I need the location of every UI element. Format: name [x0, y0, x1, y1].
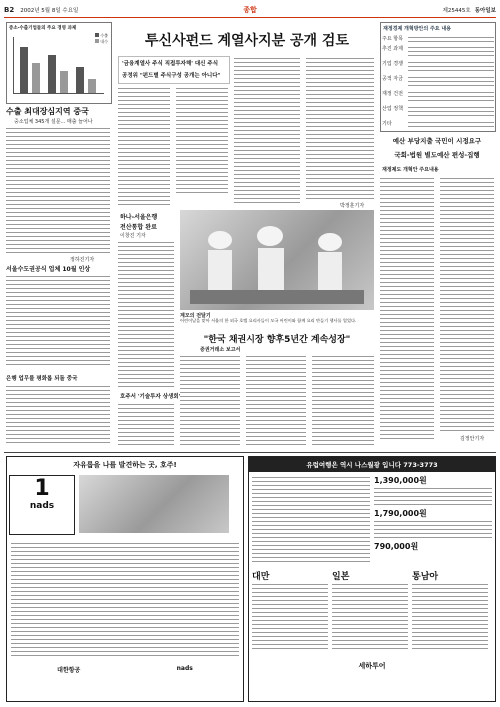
ad-price: 790,000원 — [374, 542, 419, 551]
ad-region — [332, 569, 408, 652]
quote-col-3 — [312, 354, 374, 446]
left-ad-listings — [11, 541, 239, 659]
main-col-2 — [176, 86, 228, 194]
header-rule — [4, 17, 496, 18]
left-ad-footer — [7, 663, 243, 676]
right-ad-banner: 유럽여행은 역시 나스월광 입니다 773-3773 — [249, 457, 495, 472]
chart-title: 증소·수출기업들의 주요 경영 과제 — [9, 26, 77, 31]
left-mid-headline: 서울수도권공식 업체 10월 인상 — [6, 266, 91, 273]
legend-item: 수출 — [100, 33, 108, 38]
table-row-label: 기타 — [382, 121, 392, 127]
right-col-2 — [440, 176, 494, 432]
page-header — [4, 4, 496, 16]
quote-col-2 — [246, 354, 306, 446]
right-table-title: 재정경제 개혁방안의 주요 내용 — [383, 26, 452, 32]
ad-region-name: 대만 — [252, 572, 270, 582]
left-ad — [6, 456, 244, 702]
ad-region-name: 통남아 — [412, 572, 439, 582]
main-col-3 — [234, 56, 300, 206]
main-headline: 투신사펀드 계열사지분 공개 검토 — [145, 33, 349, 49]
chart-bar — [88, 79, 96, 93]
legend-item: 내수 — [100, 39, 108, 44]
left-headline: 수출 최대장심지역 중국 — [6, 107, 89, 116]
quote-col-1 — [180, 354, 240, 446]
mini1-headline: 하나-서울은행 — [120, 214, 158, 221]
left-subhead: 중소업체 345개 설문... 매출 늘어나 — [14, 119, 93, 125]
left-ad-image — [79, 475, 229, 533]
right-col-1 — [380, 176, 434, 442]
left-chart-box — [6, 22, 112, 104]
chart-bar — [32, 63, 40, 93]
right-headline-2: 국회-법원 별도예산 편성-집행 — [394, 151, 480, 159]
table-row-label: 기업 경쟁 — [382, 61, 403, 67]
main-subtitle-box — [118, 56, 230, 84]
left-mid-body — [6, 274, 110, 368]
page-date: 2002년 5월 8일 수요일 — [20, 8, 79, 14]
table-row-label: 산업 정책 — [382, 106, 403, 112]
right-ad-brand: 세하투어 — [358, 662, 386, 670]
mini1-byline: 이창진 기자 — [120, 233, 146, 239]
chart-bar — [60, 71, 68, 93]
mini1-subhead: 전산통합 완료 — [120, 224, 157, 231]
main-col-1 — [118, 86, 170, 206]
left-ad-brand: nads — [29, 501, 55, 511]
ad-price: 1,390,000원 — [374, 476, 427, 485]
table-row-label: 재정 건전 — [382, 91, 403, 97]
ad-region-name: 일본 — [332, 572, 350, 582]
right-table-box — [380, 22, 496, 132]
chart-bar — [76, 67, 84, 93]
left-ad-brand-footer: nads — [176, 665, 193, 672]
left-ad-airline: 대한항공 — [57, 667, 81, 674]
left-low-body — [6, 384, 110, 446]
left-article-body — [6, 126, 110, 254]
photo-caption: 어린이날을 맞아 서울의 한 외국 호텔 요리사들이 모국 어린이와 함께 요리 만들기 행사를 열었다. — [180, 318, 357, 323]
photo-caption-title: 계모의 전달기 — [180, 313, 211, 319]
left-byline: 정하진기자 — [70, 257, 95, 263]
right-subhead: 재정제도 개혁안 주요내용 — [382, 167, 439, 173]
quote-byline: 증권거래소 보고서 — [200, 347, 241, 353]
right-headline-1: 예산 부당지출 국민이 시정요구 — [392, 137, 482, 145]
right-ad — [248, 456, 496, 702]
page-number: B2 — [4, 6, 15, 14]
chart-legend — [95, 33, 108, 45]
mini2-body — [118, 402, 174, 446]
main-byline: 박정훈기자 — [340, 203, 365, 209]
chart-bar — [48, 55, 56, 93]
main-col-4 — [306, 56, 374, 200]
ad-region — [412, 569, 488, 652]
left-ad-number: 1 — [34, 476, 50, 501]
right-byline: 김정안기자 — [460, 436, 485, 442]
right-ad-block-1 — [252, 475, 370, 563]
right-table — [381, 34, 495, 131]
mini1-body — [118, 240, 174, 388]
left-low-headline: 은행 업무를 평화롭 되돌 중국 — [6, 376, 78, 382]
table-row-label: 공적 자금 — [382, 76, 403, 82]
issue-number: 제25445호 — [442, 8, 471, 14]
ad-divider — [4, 452, 496, 453]
section-title: 종합 — [243, 6, 257, 14]
chart-bar — [20, 47, 28, 93]
bar-chart — [13, 37, 104, 94]
news-photo — [180, 210, 374, 310]
table-row-label: 추진 과제 — [382, 46, 403, 52]
mini2-headline: 호주서 '기술투자 상생회' — [120, 394, 181, 400]
right-ad-prices — [374, 475, 492, 563]
paper-name: 동아일보 — [474, 8, 496, 14]
table-row-label: 주요 항목 — [382, 36, 403, 42]
main-subtitle-2: 공정위 "펀드별 주식구성 공개는 아니다" — [122, 73, 221, 80]
ad-region — [252, 569, 328, 652]
left-ad-tagline: 자유롭을 나를 발견하는 곳, 호주! — [73, 461, 177, 469]
main-subtitle-1: '금융계열사 주식 직접투자해' 대신 주식 — [122, 61, 219, 67]
quote-headline: "한국 채권시장 향후5년간 계속성장" — [203, 335, 351, 345]
left-ad-logo — [9, 475, 75, 535]
ad-price: 1,790,000원 — [374, 509, 427, 518]
photo-figures — [180, 210, 374, 310]
